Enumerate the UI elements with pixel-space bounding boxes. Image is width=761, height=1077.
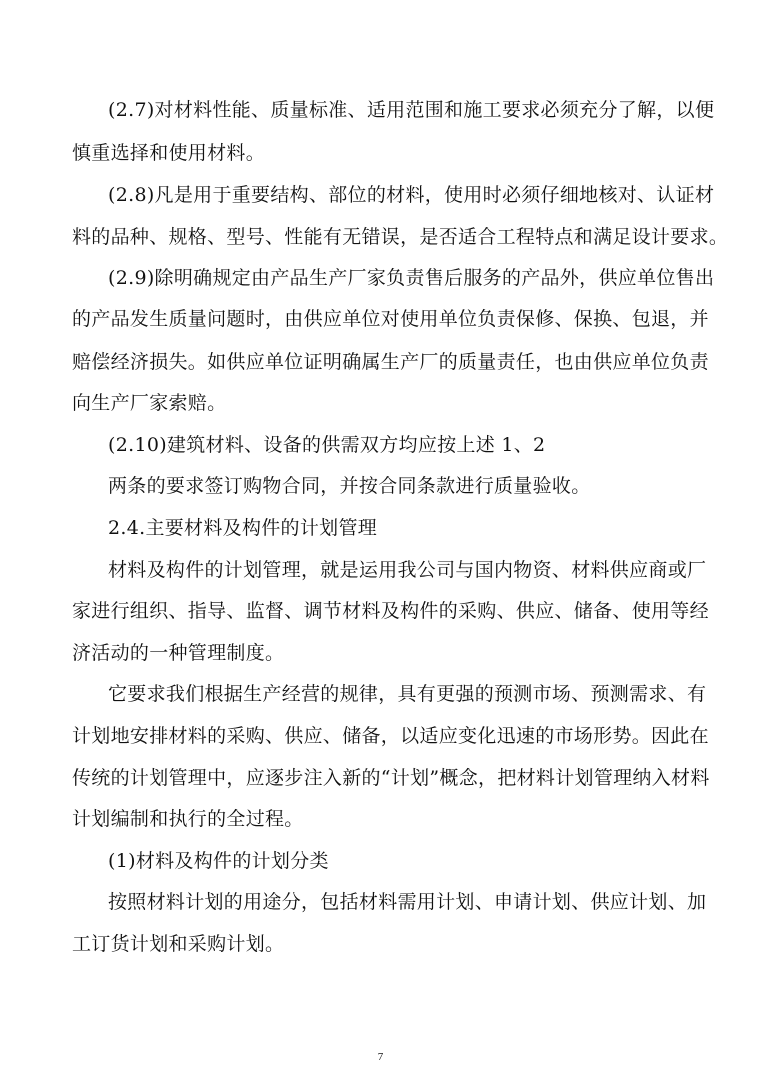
- text-line: 慎重选择和使用材料。: [72, 142, 266, 164]
- text-line: 按照材料计划的用途分，包括材料需用计划、申请计划、供应计划、加: [108, 891, 707, 913]
- text-line: 材料及构件的计划管理，就是运用我公司与国内物资、材料供应商或厂: [108, 559, 707, 581]
- text-line: (2.10)建筑材料、设备的供需双方均应按上述 1、2: [108, 434, 546, 456]
- text-line: 济活动的一种管理制度。: [72, 642, 285, 664]
- text-line: 向生产厂家索赔。: [72, 392, 227, 414]
- text-line: (2.7)对材料性能、质量标准、适用范围和施工要求必须充分了解，以便: [108, 99, 715, 121]
- text-line: 工订货计划和采购计划。: [72, 933, 285, 955]
- text-line: 传统的计划管理中，应逐步注入新的“计划”概念，把材料计划管理纳入材料: [72, 767, 710, 789]
- text-line: (2.9)除明确规定由产品生产厂家负责售后服务的产品外，供应单位售出: [108, 267, 715, 289]
- page-number: 7: [377, 1051, 384, 1063]
- text-line: 赔偿经济损失。如供应单位证明确属生产厂的质量责任，也由供应单位负责: [72, 351, 709, 373]
- text-line: 家进行组织、指导、监督、调节材料及构件的采购、供应、储备、使用等经: [72, 600, 709, 622]
- text-line: 计划地安排材料的采购、供应、储备，以适应变化迅速的市场形势。因此在: [72, 725, 709, 747]
- text-line: 计划编制和执行的全过程。: [72, 808, 304, 830]
- text-line: 它要求我们根据生产经营的规律，具有更强的预测市场、预测需求、有: [108, 683, 707, 705]
- text-line: (2.8)凡是用于重要结构、部位的材料，使用时必须仔细地核对、认证材: [108, 184, 715, 206]
- subsection-heading: (1)材料及构件的计划分类: [108, 850, 329, 872]
- text-line: 两条的要求签订购物合同，并按合同条款进行质量验收。: [108, 475, 591, 497]
- text-line: 的产品发生质量问题时，由供应单位对使用单位负责保修、保换、包退，并: [72, 308, 709, 330]
- text-line: 料的品种、规格、型号、性能有无错误，是否适合工程特点和满足设计要求。: [72, 226, 729, 248]
- section-heading: 2.4.主要材料及构件的计划管理: [108, 517, 378, 539]
